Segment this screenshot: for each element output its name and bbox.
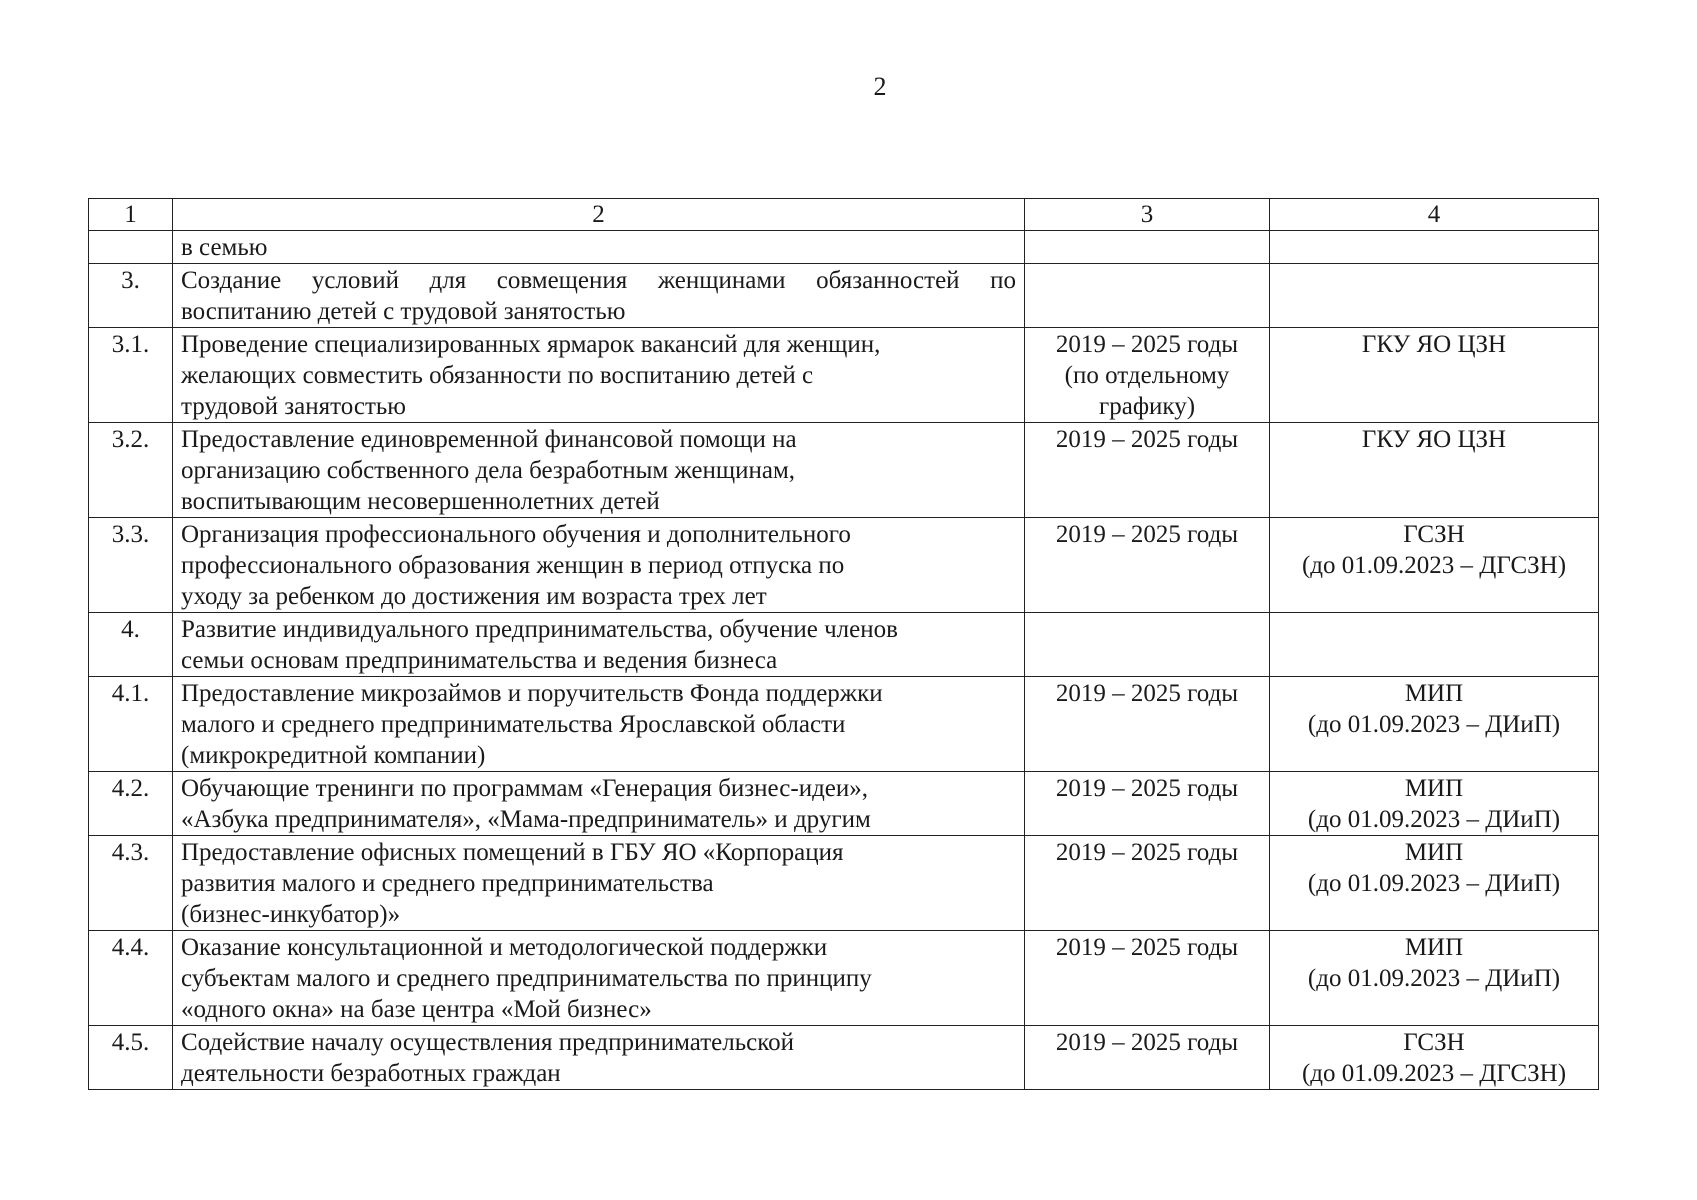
item-period-line: 2019 – 2025 годы bbox=[1055, 1029, 1239, 1056]
item-description-line: малого и среднего предпринимательства Ярославской области bbox=[181, 711, 846, 738]
item-period-line: 2019 – 2025 годы bbox=[1055, 680, 1239, 707]
table-row bbox=[89, 931, 1599, 1026]
item-number bbox=[89, 231, 173, 264]
item-description bbox=[173, 836, 1025, 931]
item-responsible-line: МИП bbox=[1404, 775, 1464, 802]
item-responsible bbox=[1270, 1026, 1599, 1090]
item-description bbox=[173, 231, 1025, 264]
item-description-line: «одного окна» на базе центра «Мой бизнес» bbox=[181, 996, 652, 1023]
item-description bbox=[173, 677, 1025, 772]
item-description-line: деятельности безработных граждан bbox=[181, 1060, 561, 1087]
table-row bbox=[89, 836, 1599, 931]
item-description-line: желающих совместить обязанности по воспитанию детей с bbox=[181, 362, 814, 389]
header-cell: 2 bbox=[173, 199, 1025, 231]
item-description-line: Обучающие тренинги по программам «Генерация бизнес-идеи», bbox=[181, 775, 869, 802]
item-description-line: Развитие индивидуального предпринимательства, обучение членов bbox=[181, 616, 898, 643]
item-number: 3. bbox=[89, 264, 173, 328]
item-responsible-line: ГКУ ЯО ЦЗН bbox=[1361, 331, 1507, 358]
item-description bbox=[173, 264, 1025, 328]
item-description-line: Оказание консультационной и методологической поддержки bbox=[181, 934, 828, 961]
item-responsible bbox=[1270, 328, 1599, 423]
item-responsible bbox=[1270, 264, 1599, 328]
item-description-line: профессионального образования женщин в период отпуска по bbox=[181, 552, 845, 579]
item-period-line: 2019 – 2025 годы bbox=[1055, 775, 1239, 802]
table-row bbox=[89, 1026, 1599, 1090]
item-description-line: организацию собственного дела безработным женщинам, bbox=[181, 457, 796, 484]
item-responsible bbox=[1270, 231, 1599, 264]
item-responsible-line: (до 01.09.2023 – ДИиП) bbox=[1307, 806, 1561, 833]
item-responsible bbox=[1270, 836, 1599, 931]
header-cell: 1 bbox=[89, 199, 173, 231]
item-period-line: (по отдельному bbox=[1064, 362, 1230, 389]
item-period bbox=[1025, 772, 1270, 836]
item-number: 4. bbox=[89, 613, 173, 677]
table-row bbox=[89, 613, 1599, 677]
item-description-line: воспитанию детей с трудовой занятостью bbox=[181, 298, 626, 325]
item-responsible bbox=[1270, 677, 1599, 772]
table-row bbox=[89, 772, 1599, 836]
item-description-line: (бизнес-инкубатор)» bbox=[181, 901, 401, 928]
item-description bbox=[173, 328, 1025, 423]
item-responsible-line: (до 01.09.2023 – ДГСЗН) bbox=[1301, 552, 1567, 579]
item-responsible-line: МИП bbox=[1404, 839, 1464, 866]
item-description-line: Организация профессионального обучения и дополнительного bbox=[181, 521, 851, 548]
item-description-line: Предоставление микрозаймов и поручительств Фонда поддержки bbox=[181, 680, 883, 707]
item-description-line: Предоставление офисных помещений в ГБУ ЯО «Корпорация bbox=[181, 839, 844, 866]
item-responsible-line: (до 01.09.2023 – ДГСЗН) bbox=[1301, 1060, 1567, 1087]
item-description-line: семьи основам предпринимательства и ведения бизнеса bbox=[181, 647, 778, 674]
item-responsible-line: ГКУ ЯО ЦЗН bbox=[1361, 426, 1507, 453]
item-number: 4.1. bbox=[89, 677, 173, 772]
item-period-line: 2019 – 2025 годы bbox=[1055, 521, 1239, 548]
item-period bbox=[1025, 231, 1270, 264]
item-number: 3.1. bbox=[89, 328, 173, 423]
item-description-line: трудовой занятостью bbox=[181, 393, 406, 420]
table-row bbox=[89, 328, 1599, 423]
item-responsible bbox=[1270, 772, 1599, 836]
item-description-line: «Азбука предпринимателя», «Мама-предприниматель» и другим bbox=[181, 806, 871, 833]
item-period bbox=[1025, 613, 1270, 677]
item-description bbox=[173, 423, 1025, 518]
item-responsible-line: ГСЗН bbox=[1403, 1029, 1465, 1056]
header-cell: 3 bbox=[1025, 199, 1270, 231]
item-responsible-line: МИП bbox=[1404, 934, 1464, 961]
item-number: 4.3. bbox=[89, 836, 173, 931]
item-description-line: Предоставление единовременной финансовой помощи на bbox=[181, 426, 797, 453]
item-number: 3.3. bbox=[89, 518, 173, 613]
item-period-line: графику) bbox=[1098, 393, 1196, 420]
item-period-line: 2019 – 2025 годы bbox=[1055, 934, 1239, 961]
item-description-line: Проведение специализированных ярмарок вакансий для женщин, bbox=[181, 331, 881, 358]
item-period bbox=[1025, 423, 1270, 518]
item-description-line: субъектам малого и среднего предпринимательства по принципу bbox=[181, 965, 872, 992]
table-row bbox=[89, 264, 1599, 328]
item-description-line: (микрокредитной компании) bbox=[181, 742, 486, 769]
item-description-line: Содействие началу осуществления предпринимательской bbox=[181, 1029, 794, 1056]
item-period-line: 2019 – 2025 годы bbox=[1055, 426, 1239, 453]
item-description bbox=[173, 931, 1025, 1026]
item-description-line: Создание условий для совмещения женщинами обязанностей по bbox=[181, 267, 1016, 294]
item-number: 4.4. bbox=[89, 931, 173, 1026]
item-description-line: воспитывающим несовершеннолетних детей bbox=[181, 488, 660, 515]
item-responsible-line: (до 01.09.2023 – ДИиП) bbox=[1307, 965, 1561, 992]
item-description bbox=[173, 1026, 1025, 1090]
item-number: 3.2. bbox=[89, 423, 173, 518]
page-number: 2 bbox=[873, 72, 887, 101]
item-description-line: в семью bbox=[181, 234, 268, 261]
item-responsible bbox=[1270, 931, 1599, 1026]
item-period bbox=[1025, 518, 1270, 613]
header-cell: 4 bbox=[1270, 199, 1599, 231]
item-period bbox=[1025, 931, 1270, 1026]
item-number: 4.2. bbox=[89, 772, 173, 836]
item-period-line: 2019 – 2025 годы bbox=[1055, 839, 1239, 866]
table-header-row bbox=[89, 199, 1599, 231]
item-responsible bbox=[1270, 423, 1599, 518]
item-description bbox=[173, 613, 1025, 677]
item-responsible-line: ГСЗН bbox=[1403, 521, 1465, 548]
item-period-line: 2019 – 2025 годы bbox=[1055, 331, 1239, 358]
item-description-line: развития малого и среднего предпринимательства bbox=[181, 870, 714, 897]
item-responsible-line: (до 01.09.2023 – ДИиП) bbox=[1307, 870, 1561, 897]
item-period bbox=[1025, 1026, 1270, 1090]
item-description-line: уходу за ребенком до достижения им возраста трех лет bbox=[181, 583, 767, 610]
item-period bbox=[1025, 264, 1270, 328]
item-responsible bbox=[1270, 518, 1599, 613]
item-responsible bbox=[1270, 613, 1599, 677]
table-row bbox=[89, 423, 1599, 518]
item-description bbox=[173, 518, 1025, 613]
item-period bbox=[1025, 836, 1270, 931]
table-row bbox=[89, 677, 1599, 772]
item-responsible-line: МИП bbox=[1404, 680, 1464, 707]
item-period bbox=[1025, 677, 1270, 772]
table-row bbox=[89, 518, 1599, 613]
item-description bbox=[173, 772, 1025, 836]
item-number: 4.5. bbox=[89, 1026, 173, 1090]
table-row bbox=[89, 231, 1599, 264]
measures-table bbox=[88, 198, 1599, 1090]
item-period bbox=[1025, 328, 1270, 423]
item-responsible-line: (до 01.09.2023 – ДИиП) bbox=[1307, 711, 1561, 738]
